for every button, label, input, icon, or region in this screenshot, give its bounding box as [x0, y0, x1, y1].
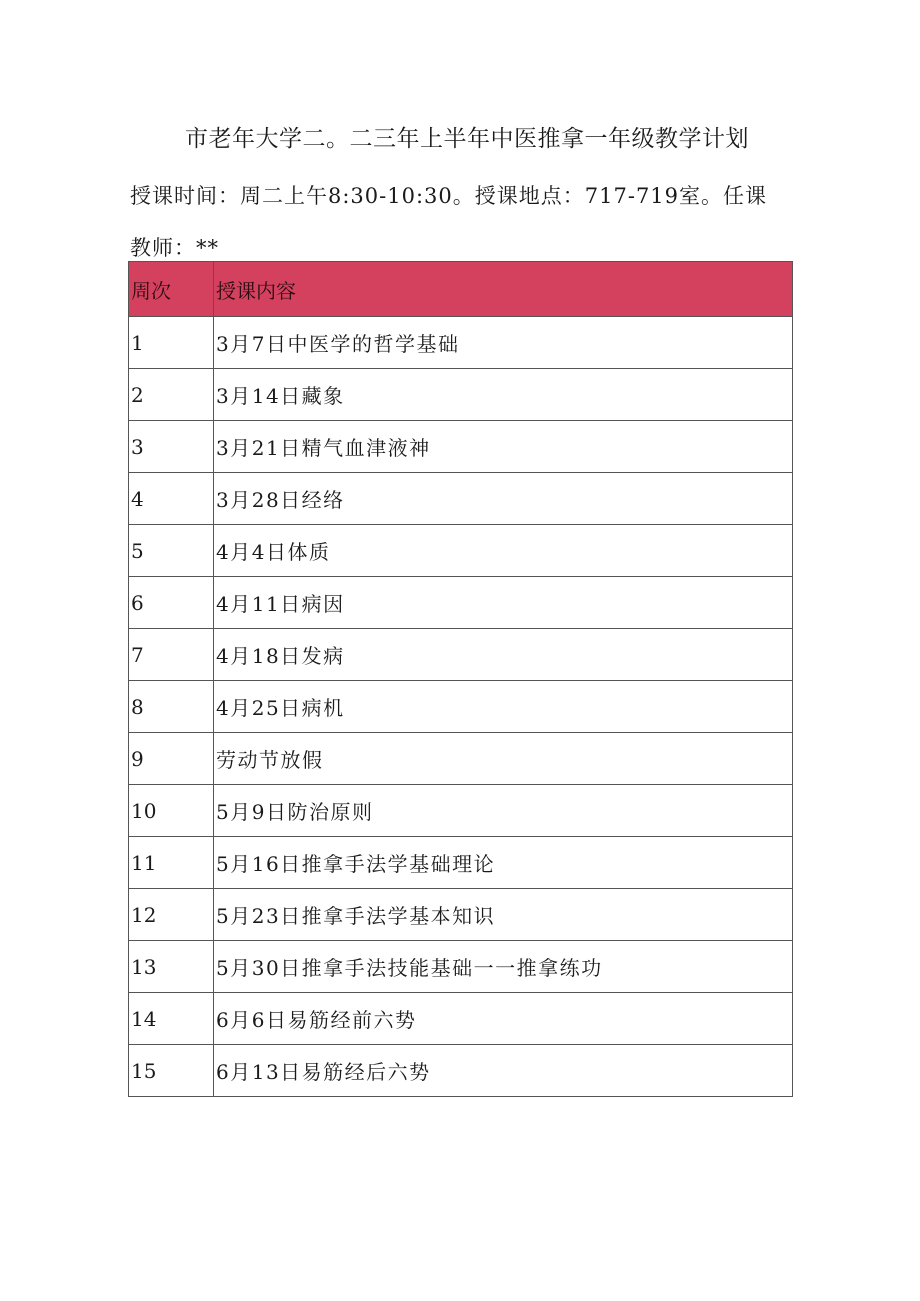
content-cell: 3月21日精气血津液神 — [214, 421, 793, 473]
course-info-line-1: 授课时间：周二上午8:30-10:30。授课地点：717-719室。任课 — [130, 184, 768, 208]
week-cell: 13 — [129, 941, 214, 993]
week-cell: 14 — [129, 993, 214, 1045]
table-row — [129, 369, 793, 421]
table-row — [129, 837, 793, 889]
table-row — [129, 317, 793, 369]
week-cell: 6 — [129, 577, 214, 629]
header-content: 授课内容 — [214, 262, 793, 317]
content-cell: 4月25日病机 — [214, 681, 793, 733]
week-cell: 8 — [129, 681, 214, 733]
table-row — [129, 993, 793, 1045]
content-cell: 劳动节放假 — [214, 733, 793, 785]
table-row — [129, 681, 793, 733]
content-cell: 5月23日推拿手法学基本知识 — [214, 889, 793, 941]
week-cell: 10 — [129, 785, 214, 837]
week-cell: 4 — [129, 473, 214, 525]
week-cell: 9 — [129, 733, 214, 785]
table-row — [129, 1045, 793, 1097]
course-info-line-2: 教师：** — [130, 236, 219, 260]
content-cell: 5月30日推拿手法技能基础一一推拿练功 — [214, 941, 793, 993]
week-cell: 11 — [129, 837, 214, 889]
content-cell: 5月16日推拿手法学基础理论 — [214, 837, 793, 889]
week-cell: 7 — [129, 629, 214, 681]
week-cell: 3 — [129, 421, 214, 473]
content-cell: 6月6日易筋经前六势 — [214, 993, 793, 1045]
content-cell: 4月18日发病 — [214, 629, 793, 681]
content-cell: 5月9日防治原则 — [214, 785, 793, 837]
week-cell: 12 — [129, 889, 214, 941]
table-row — [129, 577, 793, 629]
table-row — [129, 525, 793, 577]
table-row — [129, 421, 793, 473]
header-week: 周次 — [129, 262, 214, 317]
document-title: 市老年大学二。二三年上半年中医推拿一年级教学计划 — [185, 126, 749, 152]
teaching-plan-table — [128, 261, 793, 1097]
week-cell: 15 — [129, 1045, 214, 1097]
week-cell: 1 — [129, 317, 214, 369]
table-row — [129, 473, 793, 525]
table-header-row — [129, 262, 793, 317]
table-row — [129, 889, 793, 941]
content-cell: 3月14日藏象 — [214, 369, 793, 421]
content-cell: 3月7日中医学的哲学基础 — [214, 317, 793, 369]
course-info — [130, 170, 780, 274]
content-cell: 4月4日体质 — [214, 525, 793, 577]
content-cell: 3月28日经络 — [214, 473, 793, 525]
week-cell: 5 — [129, 525, 214, 577]
week-cell: 2 — [129, 369, 214, 421]
table-row — [129, 733, 793, 785]
content-cell: 4月11日病因 — [214, 577, 793, 629]
table-row — [129, 785, 793, 837]
table-row — [129, 629, 793, 681]
content-cell: 6月13日易筋经后六势 — [214, 1045, 793, 1097]
table-row — [129, 941, 793, 993]
